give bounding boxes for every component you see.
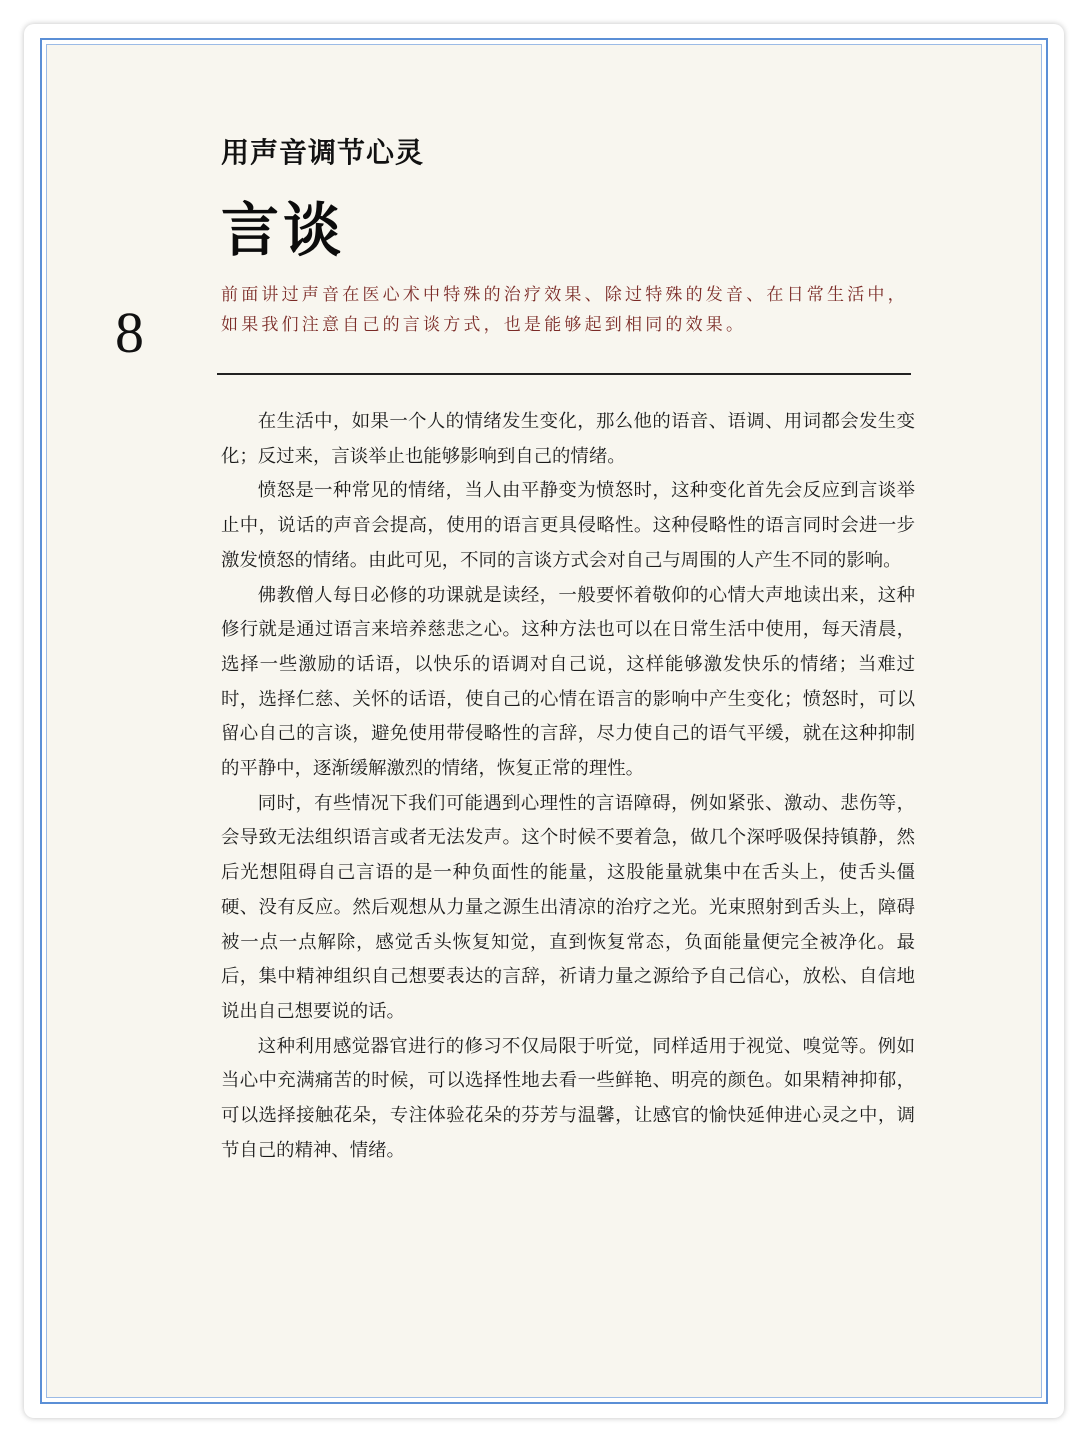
- page-border: [40, 38, 1048, 1404]
- book-page: [47, 45, 1041, 1397]
- paragraph: 在生活中，如果一个人的情绪发生变化，那么他的语音、语调、用词都会发生变化；反过来，言谈举止也能够影响到自己的情绪。: [221, 411, 915, 467]
- paragraph: 这种利用感觉器官进行的修习不仅局限于听觉，同样适用于视觉、嗅觉等。例如当心中充满痛苦的时候，可以选择性地去看一些鲜艳、明亮的颜色。如果精神抑郁，可以选择接触花朵，专注体验花朵的芬芳与温馨，让感官的愉快延伸进心灵之中，调节自己的精神、情绪。: [221, 1035, 915, 1161]
- paragraph: 愤怒是一种常见的情绪，当人由平静变为愤怒时，这种变化首先会反应到言谈举止中，说话的声音会提高，使用的语言更具侵略性。这种侵略性的语言同时会进一步激发愤怒的情绪。由此可见，不同的言谈方式会对自己与周围的人产生不同的影响。: [221, 480, 915, 571]
- intro-text: 前面讲过声音在医心术中特殊的治疗效果、除过特殊的发音、在日常生活中，如果我们注意自己的言谈方式，也是能够起到相同的效果。: [221, 285, 908, 335]
- chapter-number: 8: [115, 300, 144, 365]
- paragraph: 佛教僧人每日必修的功课就是读经，一般要怀着敬仰的心情大声地读出来，这种修行就是通过语言来培养慈悲之心。这种方法也可以在日常生活中使用，每天清晨，选择一些激励的话语，以快乐的语调对自己说，这样能够激发快乐的情绪；当难过时，选择仁慈、关怀的话语，使自己的心情在语言的影响中产生变化；愤怒时，可以留心自己的言谈，避免使用带侵略性的言辞，尽力使自己的语气平缓，就在这种抑制的平静中，逐渐缓解激烈的情绪，恢复正常的理性。: [221, 584, 915, 780]
- page-subtitle: 用声音调节心灵: [221, 136, 425, 169]
- page-background: [46, 44, 1042, 1398]
- section-divider: [217, 373, 911, 375]
- page-title: 言谈: [221, 196, 346, 264]
- page-frame: [24, 24, 1064, 1418]
- body-text: [221, 405, 915, 1168]
- paragraph: 同时，有些情况下我们可能遇到心理性的言语障碍，例如紧张、激动、悲伤等，会导致无法组织语言或者无法发声。这个时候不要着急，做几个深呼吸保持镇静，然后光想阻碍自己言语的是一种负面性的能量，这股能量就集中在舌头上，使舌头僵硬、没有反应。然后观想从力量之源生出清凉的治疗之光。光束照射到舌头上，障碍被一点一点解除，感觉舌头恢复知觉，直到恢复常态，负面能量便完全被净化。最后，集中精神组织自己想要表达的言辞，祈请力量之源给予自己信心，放松、自信地说出自己想要说的话。: [221, 792, 915, 1022]
